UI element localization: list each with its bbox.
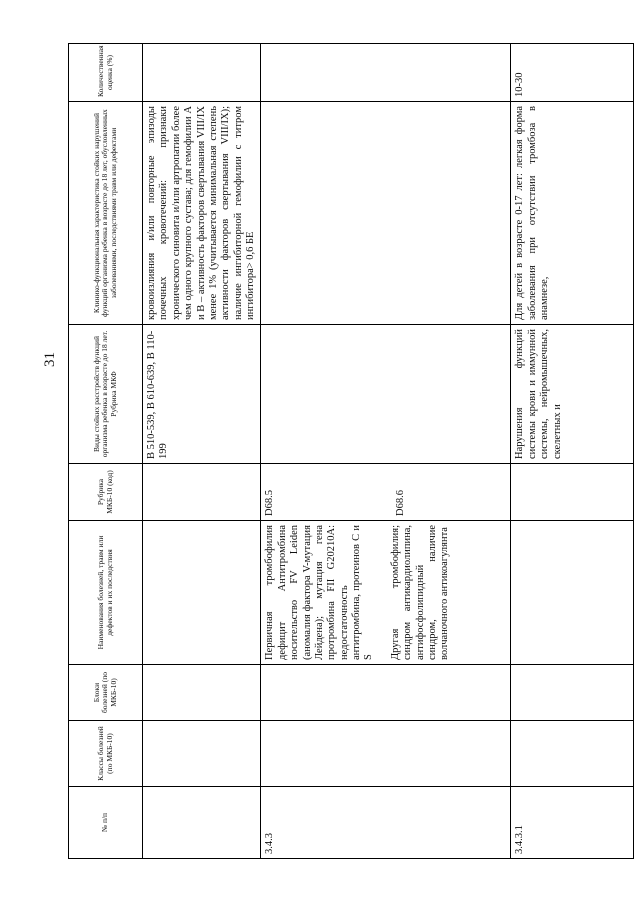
icd-code-d68-6: D68.6 <box>394 490 406 516</box>
cell-disease-block <box>511 665 634 721</box>
cell-disease-name <box>261 521 511 665</box>
divider <box>277 468 395 516</box>
cell-clinical-characteristic: кровоизлияния и/или повторные эпизоды почечных кровотечений: признаки хронического синовита и/или артропатии более чем одного крупного сустава; для гемофилии А и В – активность факторов свертывания VIII/IX менее 1% (учитывается минимальная степень активности факторов свертывания VIII/IX); наличие ингибиторной гемофилии с титром ингибитора> 0,6 БЕ <box>143 102 261 325</box>
table-row <box>261 44 511 859</box>
divider <box>376 525 390 660</box>
cell-function-types: Нарушения функций системы крови и иммунной системы, нейромышечных, скелетных и <box>511 325 634 464</box>
cell-quantitative-score <box>261 44 511 102</box>
rotated-page <box>68 44 634 859</box>
table-row <box>511 44 634 859</box>
disability-criteria-table <box>68 43 634 859</box>
cell-disease-class <box>261 721 511 787</box>
cell-number <box>143 787 261 859</box>
cell-icd-code <box>261 464 511 521</box>
cell-disease-class <box>143 721 261 787</box>
disease-name-primary-thrombophilia: Первичная тромбофилия дефицит Антитромбина носительство FV Leiden (аномалия фактора V-мутация Лейдена); мутация гена протромбина FII G20210A: недостаточность антитромбина, протеинов С и S <box>264 525 375 660</box>
header-function-types: Виды стойких расстройств функций организма ребенка в возрасте до 18 лет. Рубрика МКФ <box>69 325 143 464</box>
cell-number: 3.4.3 <box>261 787 511 859</box>
header-clinical-characteristic: Клинико-функциональная характеристика стойких нарушений функций организма ребенка в возрасте до 18 лет, обусловленных заболеваниями, последствиями травм или дефектами <box>69 102 143 325</box>
header-number: № п/п <box>69 787 143 859</box>
table-row <box>143 44 261 859</box>
header-quantitative-score: Количественная оценка (%) <box>69 44 143 102</box>
cell-number: 3.4.3.1 <box>511 787 634 859</box>
cell-disease-block <box>143 665 261 721</box>
table-header-row <box>69 44 143 859</box>
page-number: 31 <box>42 352 58 367</box>
cell-icd-code <box>143 464 261 521</box>
header-icd-code: Рубрика МКБ-10 (код) <box>69 464 143 521</box>
icd-code-d68-5: D68.5 <box>264 490 276 516</box>
cell-disease-name <box>143 521 261 665</box>
cell-clinical-characteristic: Для детей в возрасте 0-17 лет: легкая форма заболевания при отсутствии тромбоза в анамнезе, <box>511 102 634 325</box>
cell-function-codes: В 510-539, В 610-639, В 110-199 <box>143 325 261 464</box>
header-disease-block: Блоки болезней (по МКБ-10) <box>69 665 143 721</box>
cell-clinical-characteristic <box>261 102 511 325</box>
header-disease-name: Наименования болезней, травм или дефектов и их последствия <box>69 521 143 665</box>
cell-disease-class <box>511 721 634 787</box>
disease-name-other-thrombophilia: Другая тромбофилия; синдром антикардиолипина, антифосфолипидный синдром, наличие волчаночного антикоагулянта <box>389 525 451 660</box>
cell-quantitative-score <box>143 44 261 102</box>
cell-disease-name <box>511 521 634 665</box>
cell-disease-block <box>261 665 511 721</box>
cell-function-codes <box>261 325 511 464</box>
cell-icd-code <box>511 464 634 521</box>
cell-quantitative-score: 10-30 <box>511 44 634 102</box>
header-disease-class: Классы болезней (по МКБ-10) <box>69 721 143 787</box>
